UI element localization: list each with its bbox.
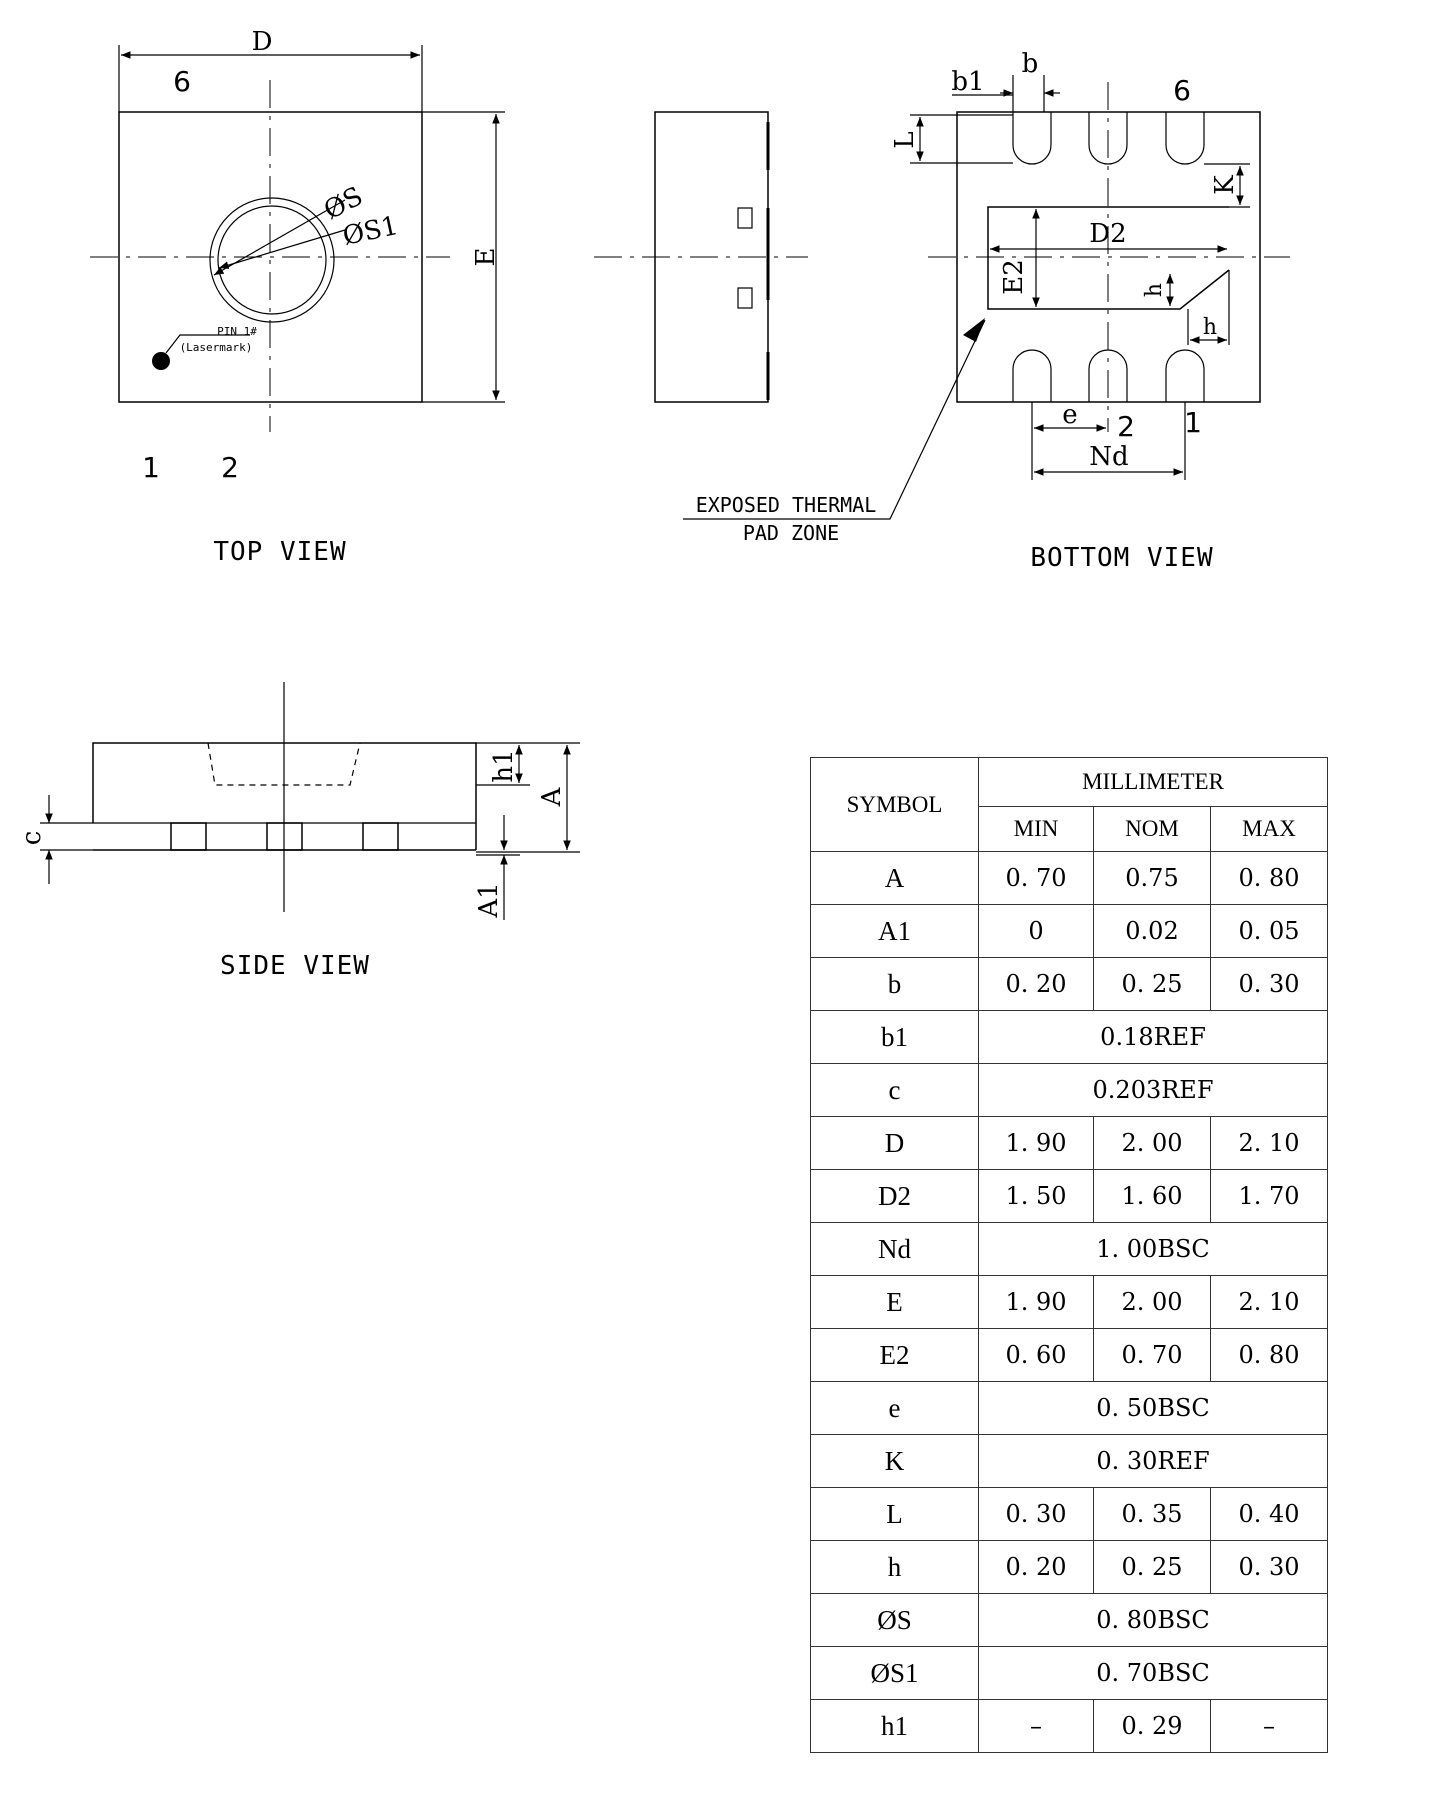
pin1-lasermark-dot xyxy=(152,352,170,370)
min-value-cell: 0. 30 xyxy=(979,1488,1094,1541)
dim-e2-label: E2 xyxy=(999,259,1029,295)
max-value-cell: – xyxy=(1211,1700,1328,1753)
min-value-cell: 0. 60 xyxy=(979,1329,1094,1382)
top-pin-1: 1 xyxy=(142,451,160,484)
dim-b1-label: b1 xyxy=(951,67,985,97)
span-value-cell: 0. 80BSC xyxy=(979,1594,1328,1647)
symbol-cell: ØS1 xyxy=(811,1647,979,1700)
max-value-cell: 0. 30 xyxy=(1211,1541,1328,1594)
bottom-view-caption: BOTTOM VIEW xyxy=(1030,543,1214,573)
table-row xyxy=(811,1223,1328,1276)
max-value-cell: 0. 80 xyxy=(1211,852,1328,905)
symbol-cell: b1 xyxy=(811,1011,979,1064)
max-value-cell: 0. 05 xyxy=(1211,905,1328,958)
end-view-pad-2 xyxy=(738,288,752,308)
min-value-cell: 0. 70 xyxy=(979,852,1094,905)
min-header: MIN xyxy=(979,807,1094,852)
side-view-lead-3 xyxy=(363,823,398,850)
symbol-cell: A xyxy=(811,852,979,905)
bottom-pad-3 xyxy=(1013,350,1051,402)
top-view xyxy=(90,27,505,567)
dim-nd-label: Nd xyxy=(1089,442,1129,472)
symbol-cell: A1 xyxy=(811,905,979,958)
table-row xyxy=(811,1382,1328,1435)
table-row xyxy=(811,852,1328,905)
nom-value-cell: 2. 00 xyxy=(1094,1117,1211,1170)
nom-value-cell: 0.02 xyxy=(1094,905,1211,958)
symbol-cell: e xyxy=(811,1382,979,1435)
exposed-pad-arrowhead xyxy=(963,318,985,342)
dim-c-label: c xyxy=(17,830,47,846)
pin1-lasermark-label-2: (Lasermark) xyxy=(179,341,253,354)
top-pin-6: 6 xyxy=(173,65,191,98)
min-value-cell: 0 xyxy=(979,905,1094,958)
symbol-cell: K xyxy=(811,1435,979,1488)
nom-value-cell: 0. 35 xyxy=(1094,1488,1211,1541)
span-value-cell: 0. 30REF xyxy=(979,1435,1328,1488)
symbol-cell: D xyxy=(811,1117,979,1170)
symbol-header: SYMBOL xyxy=(811,758,979,852)
nom-value-cell: 1. 60 xyxy=(1094,1170,1211,1223)
span-value-cell: 0. 50BSC xyxy=(979,1382,1328,1435)
span-value-cell: 0. 70BSC xyxy=(979,1647,1328,1700)
dim-e-pitch-label: e xyxy=(1062,400,1078,430)
table-row xyxy=(811,1117,1328,1170)
table-row xyxy=(811,1011,1328,1064)
symbol-cell: h xyxy=(811,1541,979,1594)
nom-value-cell: 0. 25 xyxy=(1094,1541,1211,1594)
max-value-cell: 1. 70 xyxy=(1211,1170,1328,1223)
side-view xyxy=(17,682,580,981)
symbol-cell: L xyxy=(811,1488,979,1541)
bottom-pin-1: 1 xyxy=(1184,406,1202,439)
dimension-table xyxy=(810,757,1328,1753)
table-row xyxy=(811,1488,1328,1541)
unit-header: MILLIMETER xyxy=(979,758,1328,807)
span-value-cell: 1. 00BSC xyxy=(979,1223,1328,1276)
dim-a1-label: A1 xyxy=(474,882,504,918)
bottom-pad-1 xyxy=(1166,350,1204,402)
min-value-cell: 1. 50 xyxy=(979,1170,1094,1223)
dim-k-label: K xyxy=(1210,175,1240,195)
dim-h-horizontal-label: h xyxy=(1202,315,1218,340)
bottom-pad-6 xyxy=(1013,112,1051,164)
max-value-cell: 2. 10 xyxy=(1211,1276,1328,1329)
table-row xyxy=(811,1700,1328,1753)
dimension-table-body xyxy=(811,852,1328,1753)
table-row xyxy=(811,1647,1328,1700)
nom-value-cell: 0.75 xyxy=(1094,852,1211,905)
dim-d-label: D xyxy=(251,27,273,57)
dim-l-label: L xyxy=(890,131,920,149)
symbol-cell: E xyxy=(811,1276,979,1329)
table-row xyxy=(811,1170,1328,1223)
side-view-caption: SIDE VIEW xyxy=(220,951,370,981)
table-row xyxy=(811,958,1328,1011)
span-value-cell: 0.203REF xyxy=(979,1064,1328,1117)
symbol-cell: D2 xyxy=(811,1170,979,1223)
min-value-cell: 1. 90 xyxy=(979,1117,1094,1170)
top-view-caption: TOP VIEW xyxy=(213,537,347,567)
symbol-cell: b xyxy=(811,958,979,1011)
min-value-cell: 0. 20 xyxy=(979,958,1094,1011)
dim-s-label: ØS xyxy=(319,181,368,227)
span-value-cell: 0.18REF xyxy=(979,1011,1328,1064)
max-value-cell: 0. 80 xyxy=(1211,1329,1328,1382)
symbol-cell: ØS xyxy=(811,1594,979,1647)
max-value-cell: 0. 30 xyxy=(1211,958,1328,1011)
top-view-circle-inner xyxy=(218,206,326,314)
dim-e-label: E xyxy=(471,247,501,267)
dim-a-label: A xyxy=(537,787,567,807)
exposed-pad-label-1: EXPOSED THERMAL xyxy=(695,493,877,517)
table-row xyxy=(811,905,1328,958)
exposed-pad-leader xyxy=(683,320,985,519)
min-value-cell: 0. 20 xyxy=(979,1541,1094,1594)
end-view xyxy=(594,112,808,402)
nom-header: NOM xyxy=(1094,807,1211,852)
dim-h1-label: h1 xyxy=(489,749,519,783)
nom-value-cell: 2. 00 xyxy=(1094,1276,1211,1329)
bottom-view xyxy=(683,49,1290,573)
symbol-cell: h1 xyxy=(811,1700,979,1753)
bottom-pin-6: 6 xyxy=(1173,74,1191,107)
max-value-cell: 2. 10 xyxy=(1211,1117,1328,1170)
side-view-lead-1 xyxy=(171,823,206,850)
max-value-cell: 0. 40 xyxy=(1211,1488,1328,1541)
end-view-pad-1 xyxy=(738,208,752,228)
exposed-pad-label-2: PAD ZONE xyxy=(742,521,840,545)
table-row xyxy=(811,1541,1328,1594)
table-row xyxy=(811,1594,1328,1647)
dim-h-vertical-label: h xyxy=(1142,282,1167,298)
bottom-pin-2: 2 xyxy=(1117,410,1135,443)
nom-value-cell: 0. 25 xyxy=(1094,958,1211,1011)
dim-d2-label: D2 xyxy=(1089,219,1127,249)
nom-value-cell: 0. 29 xyxy=(1094,1700,1211,1753)
nom-value-cell: 0. 70 xyxy=(1094,1329,1211,1382)
table-row xyxy=(811,1064,1328,1117)
table-row xyxy=(811,1329,1328,1382)
dim-s1-label: ØS1 xyxy=(340,210,401,252)
top-pin-2: 2 xyxy=(221,451,239,484)
table-row xyxy=(811,1435,1328,1488)
symbol-cell: c xyxy=(811,1064,979,1117)
dim-b-label: b xyxy=(1021,49,1039,79)
min-value-cell: 1. 90 xyxy=(979,1276,1094,1329)
symbol-cell: Nd xyxy=(811,1223,979,1276)
max-header: MAX xyxy=(1211,807,1328,852)
bottom-pad-4 xyxy=(1166,112,1204,164)
min-value-cell: – xyxy=(979,1700,1094,1753)
symbol-cell: E2 xyxy=(811,1329,979,1382)
table-row xyxy=(811,1276,1328,1329)
pin1-lasermark-label-1: PIN 1# xyxy=(217,325,257,338)
